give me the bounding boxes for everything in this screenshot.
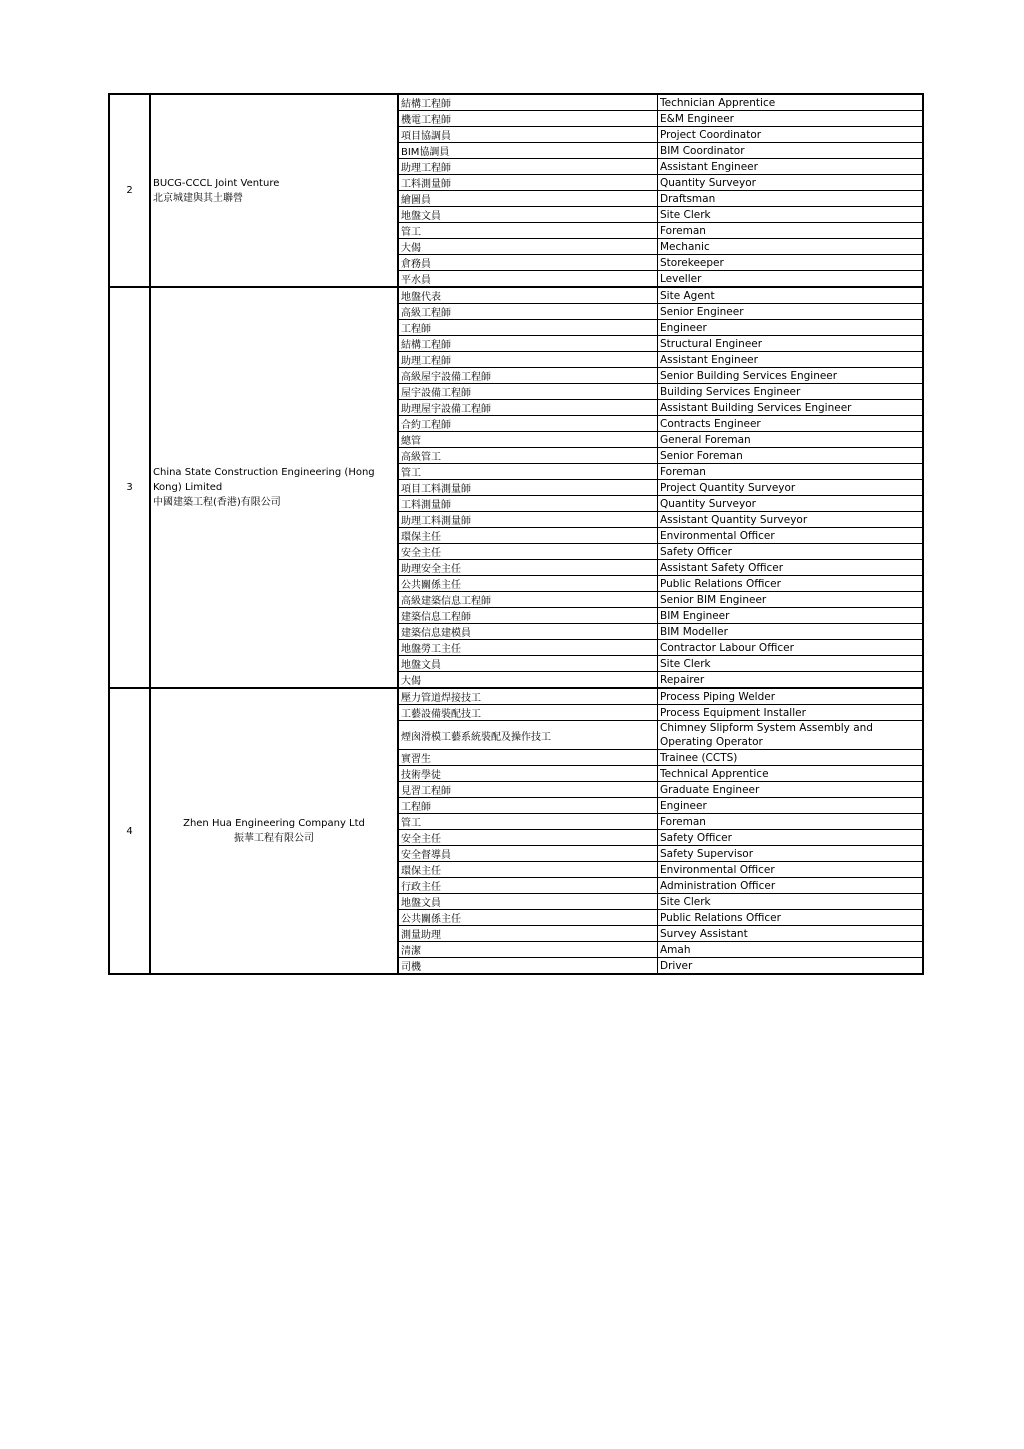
position-title-en: Site Clerk (658, 656, 924, 672)
position-title-en: Structural Engineer (658, 336, 924, 352)
position-title-zh: 結構工程師 (398, 336, 658, 352)
position-title-zh: 地盤勞工主任 (398, 640, 658, 656)
company-cell (150, 688, 398, 974)
position-title-zh: 見習工程師 (398, 782, 658, 798)
position-title-en: Site Clerk (658, 894, 924, 910)
position-title-zh: 助理工程師 (398, 352, 658, 368)
position-title-en: Driver (658, 958, 924, 975)
position-title-zh: 工程師 (398, 798, 658, 814)
position-title-zh: 公共關係主任 (398, 910, 658, 926)
position-title-en: BIM Engineer (658, 608, 924, 624)
position-title-zh: 煙囪滑模工藝系統裝配及操作技工 (398, 721, 658, 750)
position-title-en: Site Clerk (658, 207, 924, 223)
position-title-zh: 清潔 (398, 942, 658, 958)
position-title-en: Senior BIM Engineer (658, 592, 924, 608)
position-title-zh: 項目協調員 (398, 127, 658, 143)
position-title-zh: 安全主任 (398, 544, 658, 560)
position-title-en: Trainee (CCTS) (658, 750, 924, 766)
position-title-en: Safety Officer (658, 830, 924, 846)
position-title-en: Foreman (658, 223, 924, 239)
position-title-zh: 管工 (398, 814, 658, 830)
position-title-en: BIM Modeller (658, 624, 924, 640)
company-name-zh: 振華工程有限公司 (234, 833, 314, 844)
position-title-en: Site Agent (658, 287, 924, 304)
table-row (109, 688, 923, 705)
position-title-zh: 公共關係主任 (398, 576, 658, 592)
position-title-en: Quantity Surveyor (658, 496, 924, 512)
position-title-zh: 平水員 (398, 271, 658, 288)
position-title-zh: 司機 (398, 958, 658, 975)
position-title-zh: 管工 (398, 464, 658, 480)
company-name-en: Zhen Hua Engineering Company Ltd (183, 818, 365, 829)
position-title-en: Engineer (658, 798, 924, 814)
position-title-en: Draftsman (658, 191, 924, 207)
position-title-zh: 建築信息工程師 (398, 608, 658, 624)
position-title-zh: 測量助理 (398, 926, 658, 942)
position-title-zh: 技術學徒 (398, 766, 658, 782)
position-title-zh: 大偈 (398, 239, 658, 255)
position-title-zh: 環保主任 (398, 862, 658, 878)
position-title-en: Technician Apprentice (658, 94, 924, 111)
position-title-zh: 項目工料測量師 (398, 480, 658, 496)
position-title-zh: 地盤代表 (398, 287, 658, 304)
position-title-zh: 機電工程師 (398, 111, 658, 127)
company-cell (150, 94, 398, 287)
position-title-en: Project Quantity Surveyor (658, 480, 924, 496)
positions-table (108, 93, 924, 975)
position-title-en: General Foreman (658, 432, 924, 448)
group-number: 2 (109, 94, 150, 287)
position-title-en: Environmental Officer (658, 862, 924, 878)
position-title-en: Senior Building Services Engineer (658, 368, 924, 384)
position-title-zh: 總管 (398, 432, 658, 448)
position-title-en: Leveller (658, 271, 924, 288)
position-title-zh: 安全督導員 (398, 846, 658, 862)
group-number: 4 (109, 688, 150, 974)
position-title-zh: 建築信息建模員 (398, 624, 658, 640)
position-title-zh: 高級管工 (398, 448, 658, 464)
position-title-zh: 繪圖員 (398, 191, 658, 207)
position-title-zh: 大偈 (398, 672, 658, 689)
position-title-zh: BIM協調員 (398, 143, 658, 159)
position-title-en: Assistant Engineer (658, 159, 924, 175)
position-title-zh: 環保主任 (398, 528, 658, 544)
position-title-en: Amah (658, 942, 924, 958)
position-title-en: Process Equipment Installer (658, 705, 924, 721)
position-title-en: Assistant Engineer (658, 352, 924, 368)
position-title-zh: 地盤文員 (398, 207, 658, 223)
position-title-en: Assistant Quantity Surveyor (658, 512, 924, 528)
position-title-en: Chimney Slipform System Assembly and Operating Operator (658, 721, 924, 750)
position-title-zh: 管工 (398, 223, 658, 239)
position-title-zh: 工藝設備裝配技工 (398, 705, 658, 721)
position-title-en: Storekeeper (658, 255, 924, 271)
position-title-zh: 助理安全主任 (398, 560, 658, 576)
position-title-zh: 工料測量師 (398, 175, 658, 191)
table-row (109, 94, 923, 111)
group-number: 3 (109, 287, 150, 688)
position-title-en: Administration Officer (658, 878, 924, 894)
position-title-en: Engineer (658, 320, 924, 336)
position-title-en: Mechanic (658, 239, 924, 255)
position-title-en: Safety Officer (658, 544, 924, 560)
position-title-zh: 高級屋宇設備工程師 (398, 368, 658, 384)
position-title-en: Contracts Engineer (658, 416, 924, 432)
position-title-en: E&M Engineer (658, 111, 924, 127)
position-title-en: Project Coordinator (658, 127, 924, 143)
position-title-zh: 倉務員 (398, 255, 658, 271)
position-title-en: Environmental Officer (658, 528, 924, 544)
position-title-zh: 助理屋宇設備工程師 (398, 400, 658, 416)
position-title-zh: 工程師 (398, 320, 658, 336)
table-row (109, 287, 923, 304)
company-cell (150, 287, 398, 688)
position-title-en: Survey Assistant (658, 926, 924, 942)
position-title-zh: 合約工程師 (398, 416, 658, 432)
position-title-zh: 地盤文員 (398, 894, 658, 910)
position-title-en: Senior Engineer (658, 304, 924, 320)
position-title-en: Assistant Safety Officer (658, 560, 924, 576)
position-title-en: Technical Apprentice (658, 766, 924, 782)
position-title-zh: 結構工程師 (398, 94, 658, 111)
company-name-zh: 中國建築工程(香港)有限公司 (153, 497, 281, 508)
position-title-zh: 屋宇設備工程師 (398, 384, 658, 400)
position-title-en: Foreman (658, 464, 924, 480)
position-title-en: Quantity Surveyor (658, 175, 924, 191)
position-title-en: Safety Supervisor (658, 846, 924, 862)
company-name-en: China State Construction Engineering (Hong Kong) Limited (153, 467, 375, 493)
position-title-en: Foreman (658, 814, 924, 830)
position-title-zh: 實習生 (398, 750, 658, 766)
position-title-en: Senior Foreman (658, 448, 924, 464)
position-title-en: Public Relations Officer (658, 910, 924, 926)
position-title-zh: 高級建築信息工程師 (398, 592, 658, 608)
position-title-zh: 壓力管道焊接技工 (398, 688, 658, 705)
position-title-zh: 工料測量師 (398, 496, 658, 512)
positions-table-body (109, 94, 923, 974)
position-title-zh: 高級工程師 (398, 304, 658, 320)
position-title-zh: 地盤文員 (398, 656, 658, 672)
position-title-en: BIM Coordinator (658, 143, 924, 159)
position-title-en: Graduate Engineer (658, 782, 924, 798)
position-title-zh: 行政主任 (398, 878, 658, 894)
position-title-en: Process Piping Welder (658, 688, 924, 705)
position-title-zh: 助理工料測量師 (398, 512, 658, 528)
position-title-en: Repairer (658, 672, 924, 689)
position-title-en: Contractor Labour Officer (658, 640, 924, 656)
company-name-en: BUCG-CCCL Joint Venture (153, 177, 280, 189)
position-title-zh: 助理工程師 (398, 159, 658, 175)
company-name-zh: 北京城建與其土聯營 (153, 192, 243, 204)
position-title-en: Assistant Building Services Engineer (658, 400, 924, 416)
position-title-zh: 安全主任 (398, 830, 658, 846)
position-title-en: Public Relations Officer (658, 576, 924, 592)
position-title-en: Building Services Engineer (658, 384, 924, 400)
